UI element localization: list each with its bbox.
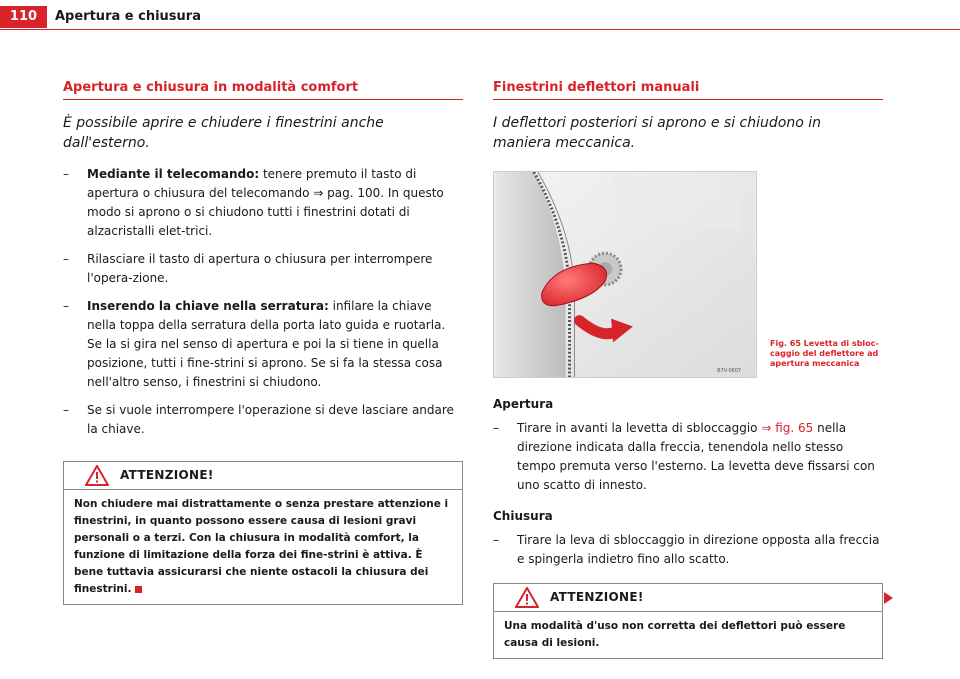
subheading-chiusura: Chiusura bbox=[493, 509, 553, 523]
left-column bbox=[63, 80, 463, 605]
warning-header bbox=[494, 584, 882, 612]
item-text: Rilasciare il tasto di apertura o chiusura per interrompere l'opera-zione. bbox=[87, 252, 433, 285]
intro-comfort: È possibile aprire e chiudere i finestrini anche dall'esterno. bbox=[63, 115, 384, 151]
item-text: nella direzione indicata dalla freccia, tenendola nello stesso tempo premuta verso l'esterno. La levetta deve fissarsi con uno scatto di innesto. bbox=[517, 421, 875, 492]
warning-triangle-icon bbox=[85, 465, 109, 486]
figure-code: B7V-0607 bbox=[717, 368, 742, 375]
right-column bbox=[493, 80, 883, 659]
item-text: Se si vuole interrompere l'operazione si deve lasciare andare la chiave. bbox=[87, 403, 454, 436]
list-item bbox=[63, 165, 463, 241]
dash: – bbox=[63, 299, 69, 313]
next-page-arrow-icon bbox=[884, 592, 893, 604]
figure-caption: Fig. 65 Levetta di sbloc-caggio del deflettore ad apertura meccanica bbox=[770, 339, 879, 368]
warning-text: Non chiudere mai distrattamente o senza prestare attenzione i finestrini, in quanto possono essere causa di lesioni gravi personali o a terzi. Con la chiusura in modalità comfort, la funzione di limitazione della forza dei fine-strini è attiva. È bene tuttavia assicurarsi che niente ostacoli la chiusura dei finestrini. bbox=[74, 498, 449, 595]
list-item bbox=[493, 531, 883, 569]
section-title-comfort: Apertura e chiusura in modalità comfort bbox=[63, 80, 463, 100]
list-item bbox=[63, 401, 463, 439]
item-text: infilare la chiave nella toppa della serratura della porta lato guida e ruotarla. Se la si gira nel senso di apertura e poi la si tiene in quella posizione, tutti i fine-strini si aprono. Se si fa la stessa cosa nell'altro senso, i finestrini si chiudono. bbox=[87, 299, 446, 389]
dash: – bbox=[63, 252, 69, 266]
warning-label: ATTENZIONE! bbox=[120, 468, 214, 482]
figure-link[interactable]: ⇒ fig. 65 bbox=[761, 421, 814, 435]
item-lead: Inserendo la chiave nella serratura: bbox=[87, 299, 329, 313]
intro-deflettori: I deflettori posteriori si aprono e si chiudono in maniera meccanica. bbox=[493, 115, 821, 151]
warning-box-deflettori bbox=[493, 583, 883, 659]
page-header bbox=[0, 0, 960, 31]
item-lead: Mediante il telecomando: bbox=[87, 167, 260, 181]
warning-header bbox=[64, 462, 462, 490]
subheading-apertura: Apertura bbox=[493, 397, 554, 411]
page-number: 110 bbox=[0, 6, 47, 28]
item-text: Tirare in avanti la levetta di sbloccaggio bbox=[517, 421, 762, 435]
dash: – bbox=[493, 533, 499, 547]
dash: – bbox=[63, 167, 69, 181]
dash: – bbox=[63, 403, 69, 417]
section-title-deflettori: Finestrini deflettori manuali bbox=[493, 80, 883, 100]
end-marker-icon bbox=[135, 586, 142, 593]
deflector-latch-illustration bbox=[493, 171, 757, 378]
list-item bbox=[63, 297, 463, 392]
header-title: Apertura e chiusura bbox=[55, 9, 201, 24]
list-item bbox=[493, 419, 883, 495]
warning-box-comfort bbox=[63, 461, 463, 605]
warning-text: Una modalità d'uso non corretta dei deflettori può essere causa di lesioni. bbox=[504, 620, 846, 649]
figure-65 bbox=[493, 171, 883, 381]
header-rule bbox=[0, 29, 960, 30]
dash: – bbox=[493, 421, 499, 435]
list-item bbox=[63, 250, 463, 288]
warning-triangle-icon bbox=[515, 587, 539, 608]
item-text: Tirare la leva di sbloccaggio in direzione opposta alla freccia e spingerla indietro fino allo scatto. bbox=[517, 533, 880, 566]
warning-label: ATTENZIONE! bbox=[550, 590, 644, 604]
item-text: tenere premuto il tasto di apertura o chiusura del telecomando ⇒ pag. 100. In questo modo si aprono o si chiudono tutti i finestrini dotati di alzacristalli elet-trici. bbox=[87, 167, 444, 238]
